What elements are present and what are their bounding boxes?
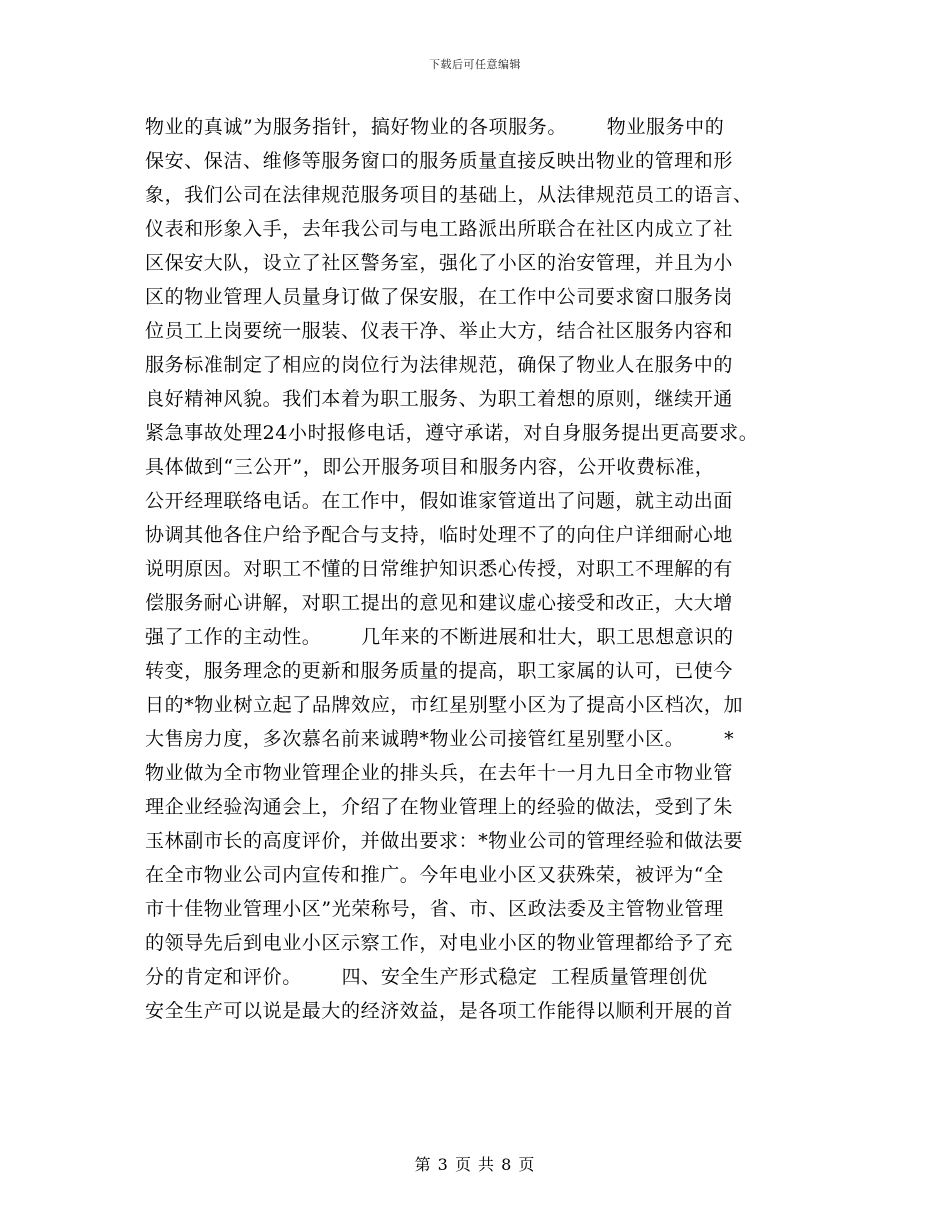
text-line: 保安、保洁、维修等服务窗口的服务质量直接反映出物业的管理和形 [145,150,734,172]
text-line: 安全生产可以说是最大的经济效益，是各项工作能得以顺利开展的首 [145,1000,734,1022]
text-line: 大售房力度，多次慕名前来诚聘*物业公司接管红星别墅小区。 * [145,728,735,750]
text-line: 理企业经验沟通会上，介绍了在物业管理上的经验的做法，受到了朱 [145,796,734,818]
page-number: 第 3 页 共 8 页 [414,1155,536,1174]
text-line: 物业的真诚”为服务指针，搞好物业的各项服务。 物业服务中的 [145,116,725,138]
text-line: 分的肯定和评价。 四、安全生产形式稳定 工程质量管理创优 [145,966,708,988]
text-line: 协调其他各住户给予配合与支持，临时处理不了的向住户详细耐心地 [145,524,734,546]
text-line: 日的*物业树立起了品牌效应，市红星别墅小区为了提高小区档次，加 [145,694,744,716]
text-line: 在全市物业公司内宣传和推广。今年电业小区又获殊荣，被评为“全 [145,864,724,886]
text-line: 仪表和形象入手，去年我公司与电工路派出所联合在社区内成立了社 [145,218,734,240]
page-footer [0,1152,950,1175]
text-line: 说明原因。对职工不懂的日常维护知识悉心传授，对职工不理解的有 [145,558,734,580]
text-line: 玉林副市长的高度评价，并做出要求：*物业公司的管理经验和做法要 [145,830,744,852]
text-line: 偿服务耐心讲解，对职工提出的意见和建议虚心接受和改正，大大增 [145,592,734,614]
document-body [145,110,810,1028]
text-line: 良好精神风貌。我们本着为职工服务、为职工着想的原则，继续开通 [145,388,734,410]
text-line: 的领导先后到电业小区示察工作，对电业小区的物业管理都给予了充 [145,932,734,954]
text-line: 象，我们公司在法律规范服务项目的基础上，从法律规范员工的语言、 [145,184,753,206]
text-line: 公开经理联络电话。在工作中，假如谁家管道出了问题，就主动出面 [145,490,734,512]
text-line: 转变，服务理念的更新和服务质量的提高，职工家属的认可，已使今 [145,660,734,682]
text-line: 市十佳物业管理小区”光荣称号，省、市、区政法委及主管物业管理 [145,898,724,920]
page-header: 下载后可任意编辑 [429,58,521,71]
text-line: 具体做到“三公开”，即公开服务项目和服务内容，公开收费标准， [145,456,715,478]
text-line: 区的物业管理人员量身订做了保安服，在工作中公司要求窗口服务岗 [145,286,734,308]
text-line: 区保安大队，设立了社区警务室，强化了小区的治安管理，并且为小 [145,252,734,274]
text-line: 物业做为全市物业管理企业的排头兵，在去年十一月九日全市物业管 [145,762,734,784]
text-line: 位员工上岗要统一服装、仪表干净、举止大方，结合社区服务内容和 [145,320,734,342]
text-line: 强了工作的主动性。 几年来的不断进展和壮大，职工思想意识的 [145,626,734,648]
text-line: 紧急事故处理24小时报修电话，遵守承诺，对自身服务提出更高要求。 [145,422,759,444]
text-line: 服务标准制定了相应的岗位行为法律规范，确保了物业人在服务中的 [145,354,734,376]
